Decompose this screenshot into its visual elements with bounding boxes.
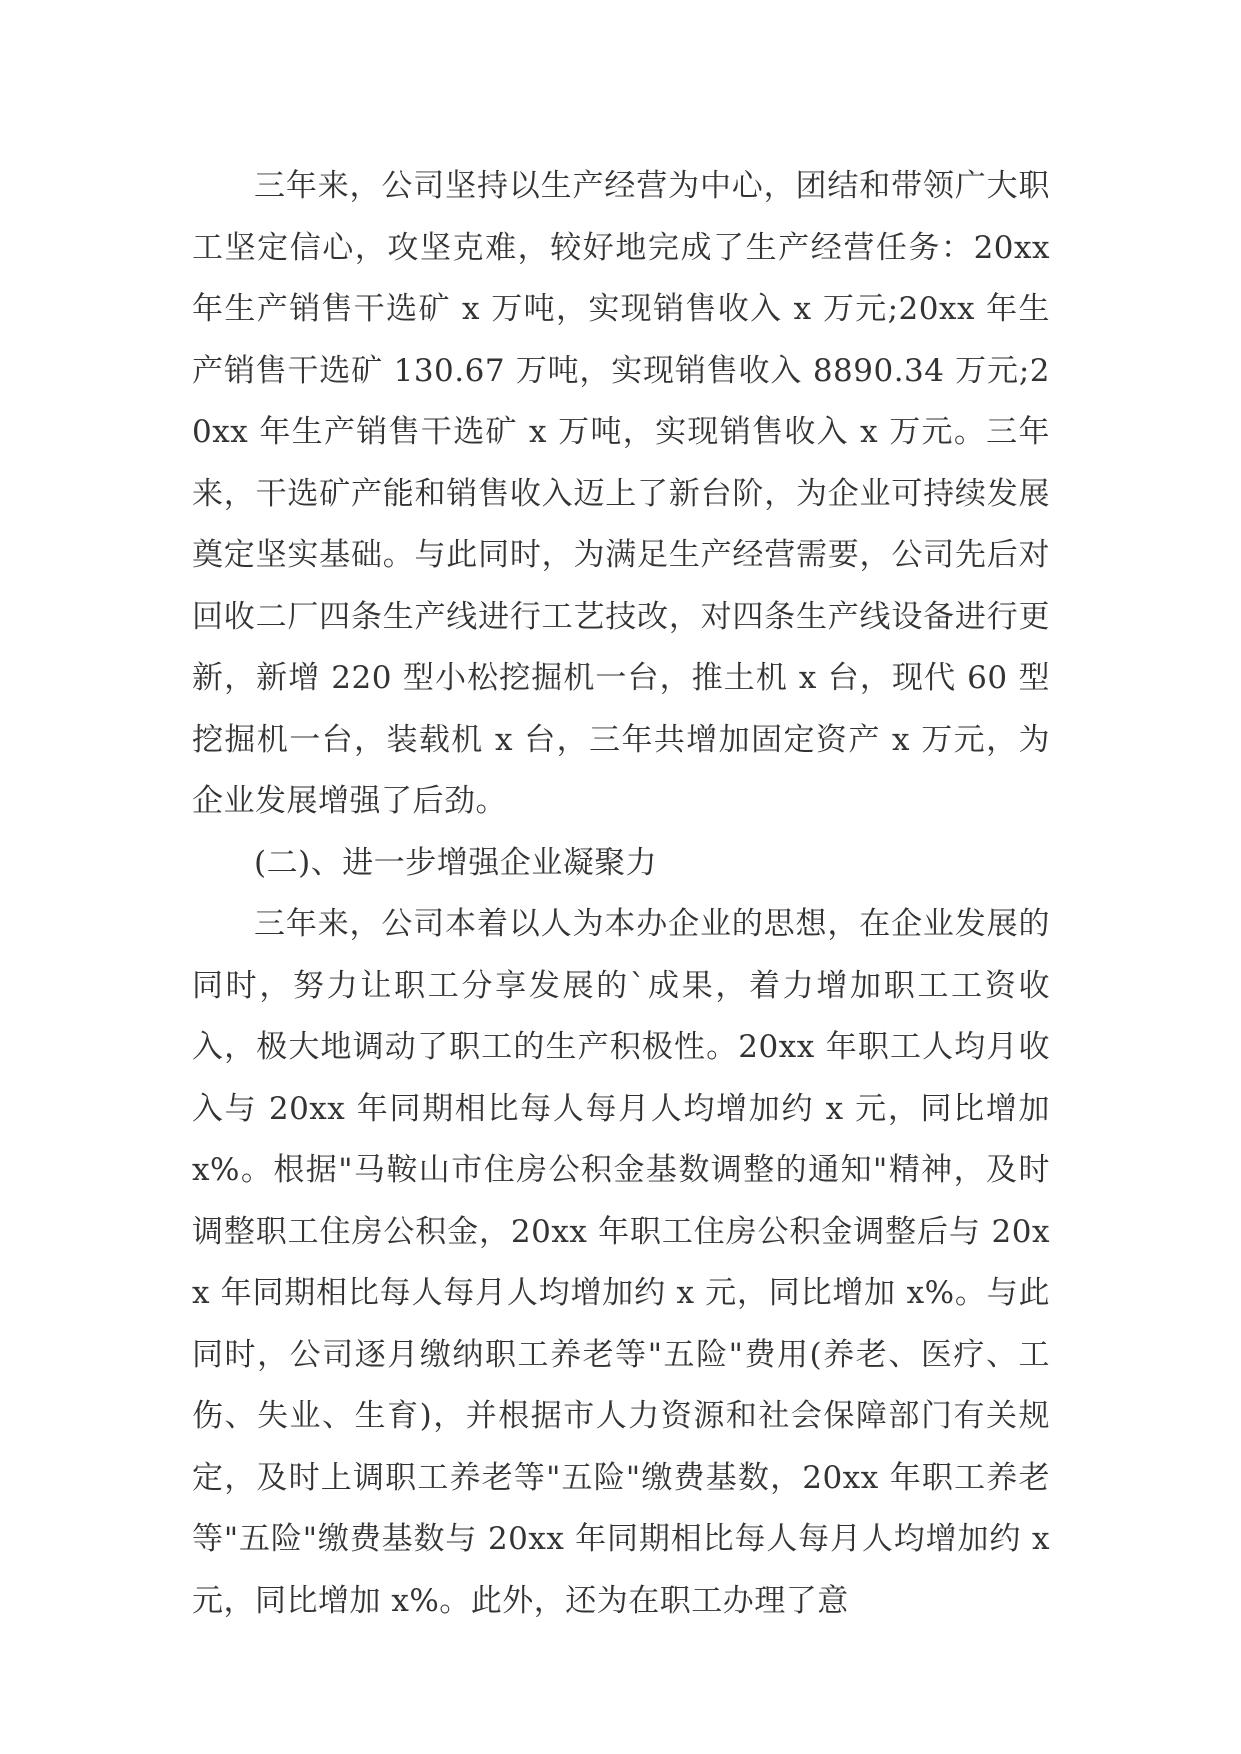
section-heading: (二)、进一步增强企业凝聚力 [254,844,658,881]
document-body [192,156,1050,1632]
paragraph-production: 三年来，公司坚持以生产经营为中心，团结和带领广大职工坚定信心，攻坚克难，较好地完成了生产经营任务：20xx 年生产销售干选矿 x 万吨，实现销售收入 x 万元;20xx 年生产销售干选矿 130.67 万吨，实现销售收入 8890.34 万元;20xx 年生产销售干选矿 x 万吨，实现销售收入 x 万元。三年来，干选矿产能和销售收入迈上了新台阶，为企业可持续发展奠定坚实基础。与此同时，为满足生产经营需要，公司先后对回收二厂四条生产线进行工艺技改，对四条生产线设备进行更新，新增 220 型小松挖掘机一台，推土机 x 台，现代 60 型挖掘机一台，装载机 x 台，三年共增加固定资产 x 万元，为企业发展增强了后劲。 [192,168,1050,819]
paragraph-cohesion: 三年来，公司本着以人为本办企业的思想，在企业发展的同时，努力让职工分享发展的`成果，着力增加职工工资收入，极大地调动了职工的生产积极性。20xx 年职工人均月收入与 20xx 年同期相比每人每月人均增加约 x 元，同比增加 x%。根据"马鞍山市住房公积金基数调整的通知"精神，及时调整职工住房公积金，20xx 年职工住房公积金调整后与 20xx 年同期相比每人每月人均增加约 x 元，同比增加 x%。与此同时，公司逐月缴纳职工养老等"五险"费用(养老、医疗、工伤、失业、生育)，并根据市人力资源和社会保障部门有关规定，及时上调职工养老等"五险"缴费基数，20xx 年职工养老等"五险"缴费基数与 20xx 年同期相比每人每月人均增加约 x 元，同比增加 x%。此外，还为在职工办理了意 [192,906,1050,1619]
